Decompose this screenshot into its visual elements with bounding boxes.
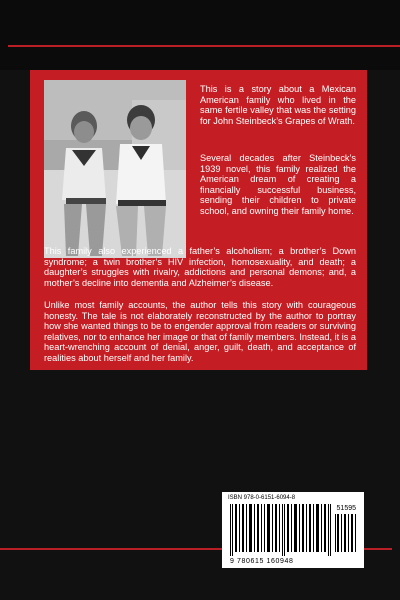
- top-red-rule: [8, 45, 400, 47]
- barcode-bars: [222, 492, 364, 568]
- two-boys-photo: [44, 80, 186, 258]
- price-code: 51595: [336, 505, 356, 512]
- photo-illustration: [44, 80, 186, 258]
- isbn-text: ISBN 978-0-6151-6094-8: [228, 495, 296, 501]
- paragraph-2: Several decades after Steinbeck’s 1939 novel, this family realized the American dream of creating a financially successful business, sending their children to private school, and owning their family home.: [200, 153, 356, 216]
- paragraph-4: Unlike most family accounts, the author tells this story with courageous honesty. The tale is not elaborately reconstructed by the author to portray how she wanted things to be to engender approval from readers or surviving relatives, nor to enhance her image or that of family members. Instead, it is a heart-wrenching account of denial, anger, guilt, death, and acceptance of realities about herself and her family.: [44, 300, 357, 363]
- top-band: [0, 0, 400, 70]
- paragraph-3: This family also experienced a father’s alcoholism; a brother’s Down syndrome; a twin brother’s HIV infection, homosexuality, and death; a daughter’s struggles with rivalry, addictions and personal demons; and, a mother’s decline into dementia and Alzheimer’s disease.: [44, 246, 356, 288]
- barcode-number: 9 780615 160948: [230, 558, 294, 565]
- paragraph-1: This is a story about a Mexican American family who lived in the same fertile valley that was the setting for John Steinbeck’s Grapes of Wrath.: [200, 84, 356, 126]
- isbn-barcode: [222, 492, 364, 568]
